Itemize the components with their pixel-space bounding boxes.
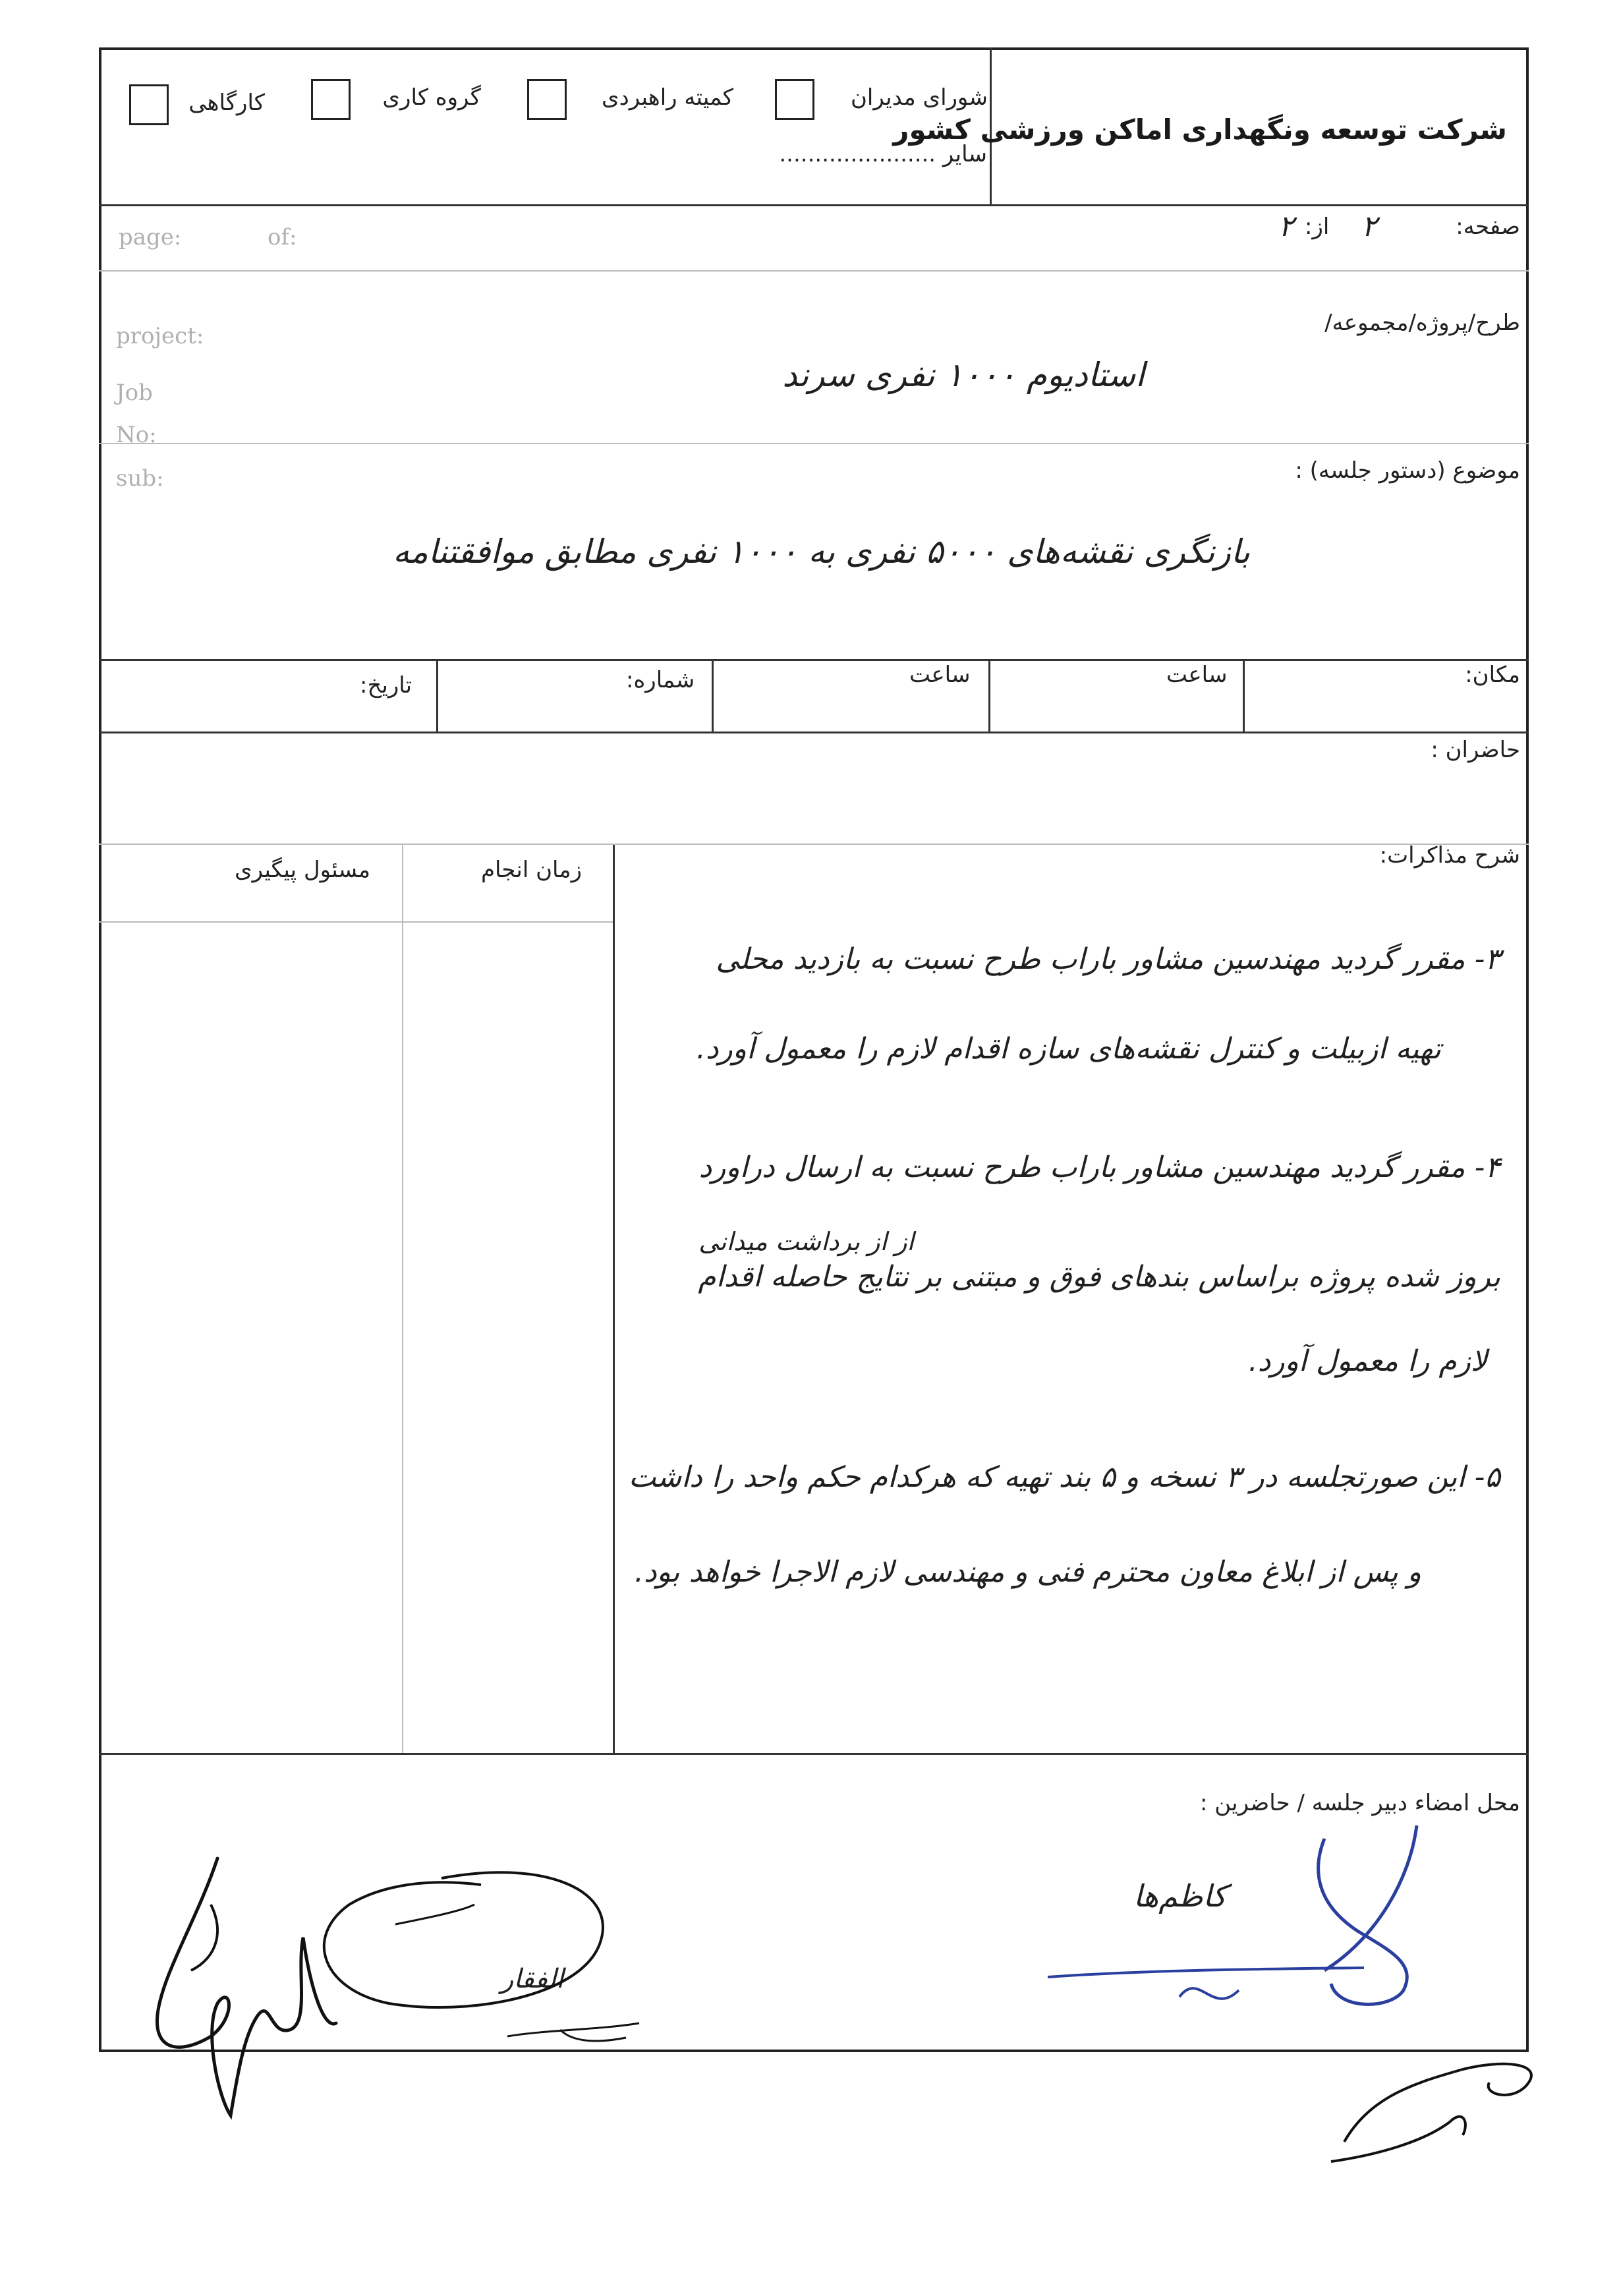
signature-label: محل امضاء دبیر جلسه / حاضرین : [1200, 1790, 1520, 1816]
discussion-bottom-rule [99, 1753, 1529, 1755]
attendees-row-rule [99, 844, 1529, 845]
item-3-line-2: تهیه ازبیلت و کنترل نقشه‌های سازه اقدام لازم را معمول آورد. [696, 1032, 1441, 1066]
option-label-steering-committee: کمیته راهبردی [602, 84, 733, 111]
subject-row-rule [99, 659, 1529, 661]
time-column-header: زمان انجام [481, 857, 582, 883]
option-label-managers-council: شورای مدیران [850, 84, 988, 111]
checkbox-managers-council[interactable] [775, 79, 814, 120]
job-label-en: Job [116, 380, 153, 406]
place-label: مکان: [1465, 662, 1520, 688]
header-bottom-rule [99, 204, 1529, 206]
page-total: ۲ [1278, 210, 1294, 243]
option-label-working-group: گروه کاری [382, 84, 481, 111]
project-label: طرح/پروژه/مجموعه/ [1324, 310, 1520, 336]
other-option-label: سایر ...................... [779, 141, 987, 167]
page-row-rule [99, 270, 1529, 272]
discussion-label: شرح مذاکرات: [1379, 842, 1520, 869]
place-divider-1 [1243, 659, 1245, 732]
signature-bottom-right [1318, 2043, 1555, 2175]
item-5-line-1: ۵- این صورتجلسه در ۳ نسخه و ۵ بند تهیه که هرکدام حکم واحد را داشت [629, 1460, 1500, 1494]
item-4-insertion: از از برداشت میدانی [698, 1227, 914, 1256]
page-label-en: page: [119, 224, 182, 250]
page-of-en: of: [268, 224, 297, 250]
item-3-line-1: ۳- مقرر گردید مهندسین مشاور باراب طرح نسبت به بازدید محلی [716, 942, 1500, 976]
item-4-line-3: لازم را معمول آورد. [1248, 1344, 1487, 1378]
discussion-divider-time [402, 845, 403, 1754]
company-name: شرکت توسعه ونگهداری اماکن ورزشی کشور [893, 113, 1507, 146]
discussion-divider-main [613, 845, 615, 1754]
time-label-2: ساعت [909, 662, 971, 688]
project-label-en: project: [116, 323, 204, 349]
signature-middle-oval [310, 1865, 652, 2050]
item-4-line-1: ۴- مقرر گردید مهندسین مشاور باراب طرح نسبت به ارسال دراورد [698, 1151, 1500, 1184]
option-label-workshop: کارگاهی [188, 90, 265, 116]
attendees-label: حاضران : [1431, 737, 1520, 763]
signer-name-1: کاظم‌ها [1133, 1878, 1227, 1914]
place-divider-3 [712, 659, 714, 732]
subject-label: موضوع (دستور جلسه) : [1295, 457, 1520, 484]
checkbox-working-group[interactable] [311, 79, 351, 120]
place-divider-2 [988, 659, 990, 732]
place-row-bottom-rule [99, 732, 1529, 733]
time-label-1: ساعت [1166, 662, 1228, 688]
no-label-en: No: [116, 422, 157, 448]
page-label: صفحه: [1456, 214, 1520, 240]
item-5-line-2: و پس از ابلاغ معاون محترم فنی و مهندسی لازم الاجرا خواهد بود. [634, 1555, 1421, 1589]
date-label: تاریخ: [360, 672, 412, 699]
project-handwritten: استادیوم ۱۰۰۰ نفری سرند [782, 356, 1145, 394]
project-row-rule [99, 443, 1529, 444]
discussion-header-rule [99, 921, 613, 923]
page-number: ۲ [1361, 210, 1377, 243]
checkbox-steering-committee[interactable] [527, 79, 567, 120]
subject-handwritten: بازنگری نقشه‌های ۵۰۰۰ نفری به ۱۰۰۰ نفری مطابق موافقتنامه [393, 532, 1250, 571]
number-label: شماره: [626, 667, 695, 693]
checkbox-workshop[interactable] [129, 84, 169, 125]
item-4-line-2: بروز شده پروژه براساس بندهای فوق و مبتنی بر نتایج حاصله اقدام [698, 1260, 1500, 1294]
subject-label-en: sub: [116, 465, 164, 492]
signature-right-blue [1048, 1819, 1469, 2030]
responsible-column-header: مسئول پیگیری [235, 857, 371, 883]
page-of-label: از: [1305, 214, 1330, 240]
place-divider-4 [436, 659, 438, 732]
signer-name-2: الفقار [501, 1964, 564, 1994]
